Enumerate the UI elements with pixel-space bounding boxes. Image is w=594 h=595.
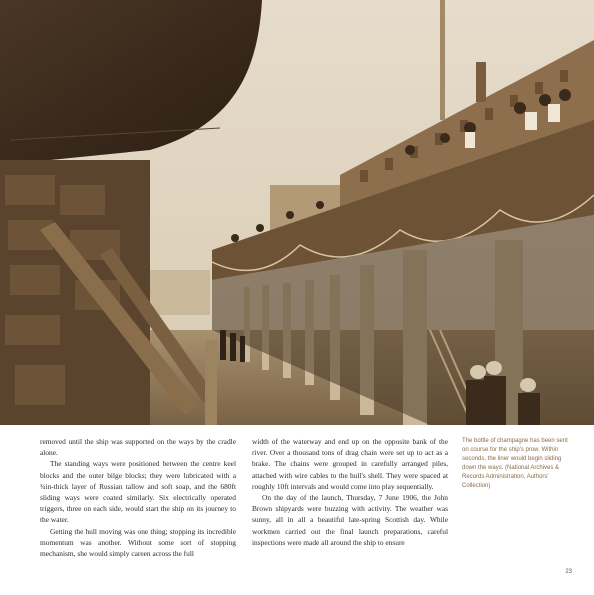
page-number: 23: [565, 569, 572, 575]
body-text-column-2: [252, 436, 448, 548]
paragraph: removed until the ship was supported on the ways by the cradle alone.: [40, 437, 236, 458]
paragraph: The standing ways were positioned between the centre keel blocks and the outer bilge blocks; they were lubricated with a ¾in-thick layer of Russian tallow and soft soap, and the 680ft sliding ways were coated similarly. Six electrically operated triggers, three on each side, would start the ship on its journey to the water.: [40, 459, 236, 525]
paragraph: width of the waterway and end up on the opposite bank of the river. Over a thousand tons of drag chain were set up to act as a brake. The chains were grouped in carefully arranged piles, attached with wire cables to the hull's shell. They were spaced at roughly 10ft intervals and would come into play sequentially.: [252, 437, 448, 491]
paragraph: On the day of the launch, Thursday, 7 June 1906, the John Brown shipyards were buzzing with activity. The weather was sunny, all in all a beautiful late-spring Scottish day. While workmen carried out the final launch preparations, careful inspections were made all around the ship to ensure: [252, 493, 448, 547]
body-text-column-1: [40, 436, 236, 559]
paragraph: Getting the hull moving was one thing; stopping its incredible momentum was another. Without some sort of stopping mechanism, she would simply careen across the full: [40, 526, 236, 559]
photo-caption: The bottle of champagne has been sent on course for the ship's prow. Within seconds, the liner would begin sliding down the ways. (National Archives & Records Administration, Authors' Collection): [462, 438, 568, 489]
